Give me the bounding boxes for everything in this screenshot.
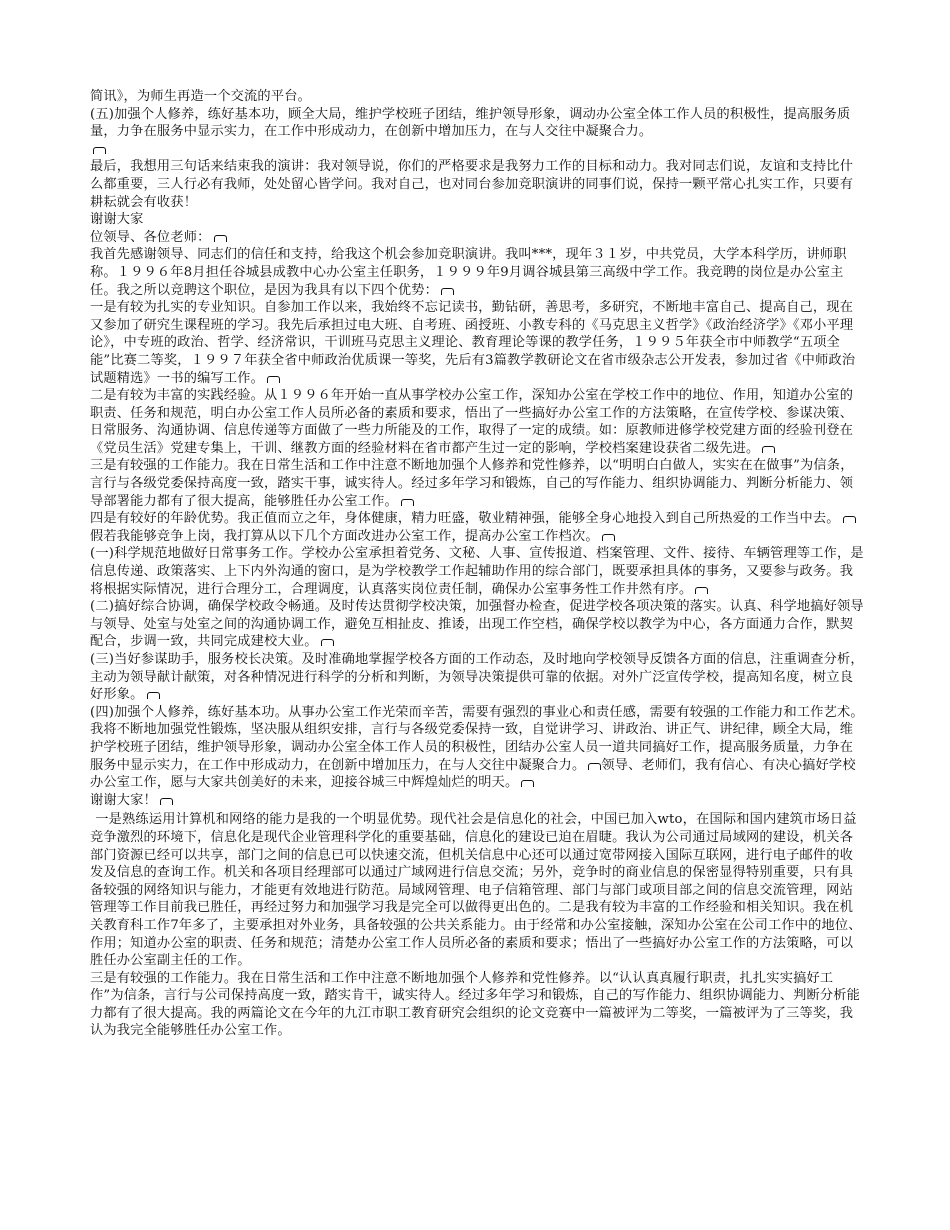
paragraph-text: 谢谢大家！ xyxy=(90,792,157,808)
line-break-icon xyxy=(147,692,160,699)
paragraph-text: 一是有较为扎实的专业知识。自参加工作以来，我始终不忘记读书，勤钻研，善思考，多研究，不断地丰富自己、提高自己，现在又参加了研究生课程班的学习。我先后承担过电大班、自考班、函授班、小教专科的《马克思主义哲学》《政治经济学》《邓小平理论》，中专班的政治、哲学、经济常识，干训班马克思主义理论、教育理论等课的教学任务，１９９５年获全市中师教学“五项全能”比赛二等奖，１９９７年获全省中师政治优质课一等奖，先后有3篇教学教研论文在省市级杂志公开发表，参加过省《中师政治试题精选》一书的编写工作。 xyxy=(90,300,856,386)
paragraph-4 xyxy=(90,211,866,229)
paragraph-text: 最后，我想用三句话来结束我的演讲：我对领导说，你们的严格要求是我努力工作的目标和动力。我对同志们说，友谊和支持比什么都重要，三人行必有我师，处处留心皆学问。我对自己，也对同台参加竞职演讲的同事们说，保持一颗平常心扎实工作，只要有耕耘就会有收获！ xyxy=(90,159,854,210)
line-break-icon xyxy=(214,235,227,242)
line-break-icon xyxy=(267,376,280,383)
line-break-icon xyxy=(762,446,775,453)
paragraph-7 xyxy=(90,299,866,387)
paragraph-11 xyxy=(90,545,866,598)
line-break-icon xyxy=(441,288,454,295)
paragraph-text: 三是有较强的工作能力。我在日常生活和工作中注意不断地加强个人修养和党性修养，以“明明白白做人，实实在在做事”为信条，言行与各级党委保持高度一致，踏实干事，诚实待人。经过多年学习和锻炼，自己的写作能力、组织协调能力、判断分析能力、领导部署能力都有了很大提高，能够胜任办公室工作。 xyxy=(90,458,854,509)
line-break-icon xyxy=(521,780,534,787)
paragraph-text: 三是有较强的工作能力。我在日常生活和工作中注意不断地加强个人修养和党性修养。以“认认真真履行职责，扎扎实实搞好工作”为信条，言行与公司保持高度一致，踏实肯干，诚实待人。经过多年学习和锻炼，自己的写作能力、组织协调能力、判断分析能力都有了很大提高。我的两篇论文在今年的九江市职工教育研究会组织的论文竞赛中一篇被评为二等奖，一篇被评为了三等奖，我认为我完全能够胜任办公室工作。 xyxy=(90,970,861,1039)
paragraph-14 xyxy=(90,704,866,792)
paragraph-1 xyxy=(90,88,866,106)
document-body xyxy=(90,88,866,1040)
line-break-icon xyxy=(843,516,856,523)
paragraph-text: 二是有较为丰富的实践经验。从１９９６年开始一直从事学校办公室工作，深知办公室在学校工作中的地位、作用，知道办公室的职责、任务和规范，明白办公室工作人员所必备的素质和要求，悟出了一些搞好办公室工作的方法策略，在宣传学校、参谋决策、日常服务、沟通协调、信息传递等方面做了一些力所能及的工作，取得了一定的成绩。如：原教师进修学校党建方面的经验刊登在《党员生活》党建专集上，干训、继教方面的经验材料在省市都产生过一定的影响，学校档案建设获省二级先进。 xyxy=(90,388,854,456)
paragraph-text: 我首先感谢领导、同志们的信任和支持，给我这个机会参加竞职演讲。我叫***，现年３１岁，中共党员，大学本科学历，讲师职称。１９９６年8月担任谷城县成教中心办公室主任职务，１９９９年9月调谷城县第三高级中学工作。我竞聘的岗位是办公室主任。我之所以竞聘这个职位，是因为我具有以下四个优势： xyxy=(90,247,847,298)
line-break-icon xyxy=(695,587,708,594)
line-break-icon xyxy=(321,639,334,646)
paragraph-13 xyxy=(90,651,866,704)
paragraph-text: (三)当好参谋助手，服务校长决策。及时准确地掌握学校各方面的工作动态，及时地向学校领导反馈各方面的信息，注重调查分析，主动为领导献计献策，对各种情况进行科学的分析和判断，为领导决策提供可靠的依据。对外广泛宣传学校，提高知名度，树立良好形象。 xyxy=(90,652,864,703)
paragraph-text: 位领导、各位老师： xyxy=(90,229,211,245)
line-break-icon xyxy=(602,534,615,541)
paragraph-10 xyxy=(90,510,866,545)
paragraph-16 xyxy=(90,811,866,969)
line-break-icon xyxy=(160,798,173,805)
paragraph-12 xyxy=(90,598,866,651)
paragraph-6 xyxy=(90,246,866,299)
line-break-icon xyxy=(93,147,106,154)
paragraph-text: (四)加强个人修养，练好基本功。从事办公室工作光荣而辛苦，需要有强烈的事业心和责任感，需要有较强的工作能力和工作艺术。我将不断地加强党性锻炼，坚决服从组织安排，言行与各级党委保持一致，自觉讲学习、讲政治、讲正气、讲纪律，顾全大局，维护学校班子团结，维护领导形象，调动办公室全体工作人员的积极性，团结办公室人员一道共同搞好工作，提高服务质量，力争在服务中显示实力，在工作中形成动力，在创新中增加压力，在与人交往中凝聚合力。 xyxy=(90,704,864,773)
paragraph-17 xyxy=(90,970,866,1040)
paragraph-9 xyxy=(90,457,866,510)
paragraph-text: 谢谢大家 xyxy=(90,212,144,228)
line-break-icon xyxy=(588,763,601,770)
paragraph-5 xyxy=(90,229,866,247)
paragraph-8 xyxy=(90,387,866,457)
paragraph-text: (五)加强个人修养，练好基本功，顾全大局，维护学校班子团结，维护领导形象，调动办公室全体工作人员的积极性，提高服务质量，力争在服务中显示实力，在工作中形成动力，在创新中增加压力，在与人交往中凝聚合力。 xyxy=(90,106,851,140)
paragraph-text: 简讯》，为师生再造一个交流的平台。 xyxy=(90,89,311,104)
paragraph-3 xyxy=(90,158,866,211)
line-break-icon xyxy=(401,499,414,506)
paragraph-text: 四是有较好的年龄优势。我正值而立之年，身体健康，精力旺盛，敬业精神强，能够全身心地投入到自己所热爱的工作当中去。 xyxy=(90,511,840,527)
paragraph-tail-text: 假若我能够竞争上岗，我打算从以下几个方面改进办公室工作，提高办公室工作档次。 xyxy=(90,528,599,544)
paragraph-15 xyxy=(90,792,866,810)
paragraph-2 xyxy=(90,106,866,159)
paragraph-text: 一是熟练运用计算机和网络的能力是我的一个明显优势。现代社会是信息化的社会，中国已加入wto，在国际和国内建筑市场日益竞争激烈的环境下，信息化是现代企业管理科学化的重要基础，信息化的建设已迫在眉睫。我认为公司通过局域网的建设，机关各部门资源已经可以共享，部门之间的信息已可以快速交流，但机关信息中心还可以通过宽带网接入国际互联网，进行电子邮件的收发及信息的查询工作。机关和各项目经理部可以通过广域网进行信息交流；另外，竞争时的商业信息的保密显得特别重要，只有具备较强的网络知识与能力，才能更有效地进行防范。局域网管理、电子信箱管理、部门与部门或项目部之间的信息交流管理，网站管理等工作目前我已胜任，再经过努力和加强学习我是完全可以做得更出色的。二是我有较为丰富的工作经验和相关知识。我在机关教育科工作7年多了，主要承担对外业务，具备较强的公共关系能力。由于经常和办公室接触，深知办公室在公司工作中的地位、作用；知道办公室的职责、任务和规范；清楚办公室工作人员所必备的素质和要求；悟出了一些搞好办公室工作的方法策略，可以胜任办公室副主任的工作。 xyxy=(90,812,862,969)
paragraph-tail-text: 领导、老师们，我有信心、有决心搞好学校办公室工作，愿与大家共创美好的未来，迎接谷城三中辉煌灿烂的明天。 xyxy=(90,757,856,791)
paragraph-text: (二)搞好综合协调，确保学校政令畅通。及时传达贯彻学校决策，加强督办检查，促进学校各项决策的落实。认真、科学地搞好领导与领导、处室与处室之间的沟通协调工作，避免互相扯皮、推诿，出现工作空档，确保学校以教学为中心，各方面通力合作，默契配合，步调一致，共同完成建校大业。 xyxy=(90,599,864,650)
paragraph-text: (一)科学规范地做好日常事务工作。学校办公室承担着党务、文秘、人事、宣传报道、档案管理、文件、接待、车辆管理等工作，是信息传递、政策落实、上下内外沟通的窗口，是为学校教学工作起辅助作用的综合部门，既要承担具体的事务，又要参与政务。我将根据实际情况，进行合理分工，合理调度，认真落实岗位责任制，确保办公室事务性工作井然有序。 xyxy=(90,546,864,597)
